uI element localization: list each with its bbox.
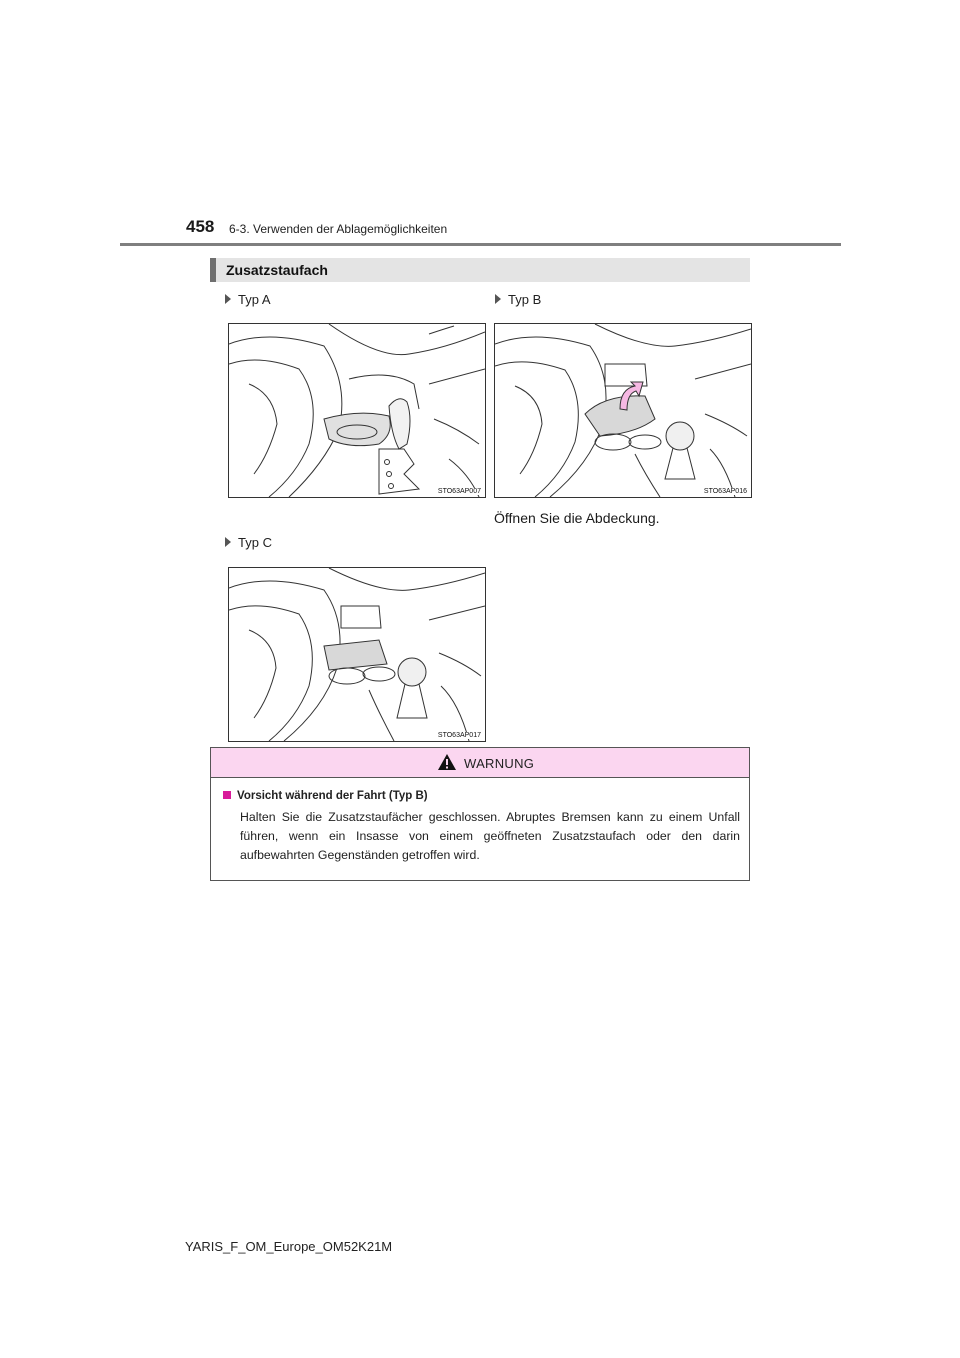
warning-subtitle — [223, 790, 428, 802]
type-a-label — [225, 292, 271, 307]
triangle-bullet-icon — [495, 294, 501, 304]
figure-type-a — [228, 323, 486, 498]
page-number: 458 — [186, 217, 215, 236]
figure-code: STO63AP017 — [437, 732, 481, 739]
type-b-label — [495, 292, 541, 307]
warning-title: WARNUNG — [464, 756, 535, 771]
caption-type-b: Öffnen Sie die Abdeckung. — [494, 510, 660, 526]
section-title-bar — [210, 258, 750, 282]
type-b-text: Typ B — [508, 292, 542, 307]
warning-header — [211, 748, 749, 778]
section-title: Zusatzstaufach — [226, 262, 328, 278]
type-a-text: Typ A — [238, 292, 271, 307]
figure-code: STO63AP007 — [437, 488, 481, 495]
square-bullet-icon — [223, 791, 231, 799]
figure-code: STO63AP016 — [703, 488, 747, 495]
warning-triangle-icon — [437, 753, 457, 771]
figure-type-c — [228, 567, 486, 742]
triangle-bullet-icon — [225, 294, 231, 304]
header-rule — [120, 243, 841, 246]
warning-subtitle-text: Vorsicht während der Fahrt (Typ B) — [237, 790, 428, 802]
title-accent — [210, 258, 216, 282]
triangle-bullet-icon — [225, 537, 231, 547]
warning-body: Halten Sie die Zusatzstaufächer geschlossen. Abruptes Bremsen kann zu einem Unfall führen, wenn ein Insasse von einem geöffneten Zusatzstaufach oder den darin aufbewahrten Gegenständen getroffen wird. — [240, 810, 740, 862]
figure-type-b — [494, 323, 752, 498]
footer-document-code: YARIS_F_OM_Europe_OM52K21M — [185, 1239, 393, 1254]
warning-box — [210, 747, 750, 881]
section-path: 6-3. Verwenden der Ablagemöglichkeiten — [229, 222, 448, 236]
type-c-label — [225, 535, 272, 550]
type-c-text: Typ C — [238, 535, 272, 550]
